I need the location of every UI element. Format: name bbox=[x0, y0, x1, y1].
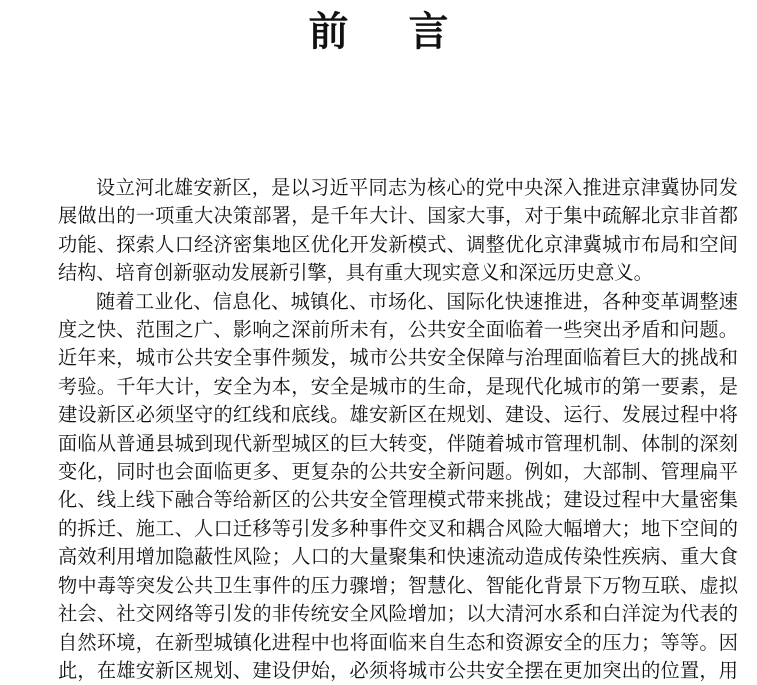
paragraph: 随着工业化、信息化、城镇化、市场化、国际化快速推进，各种变革调整速度之快、范围之广、影响之深前所未有，公共安全面临着一些突出矛盾和问题。近年来，城市公共安全事件频发，城市公共安全保障与治理面临着巨大的挑战和考验。千年大计，安全为本，安全是城市的生命，是现代化城市的第一要素，是建设新区必须坚守的红线和底线。雄安新区在规划、建设、运行、发展过程中将面临从普通县城到现代新型城区的巨大转变，伴随着城市管理机制、体制的深刻变化，同时也会面临更多、更复杂的公共安全新问题。例如，大部制、管理扁平化、线上线下融合等给新区的公共安全管理模式带来挑战；建设过程中大量密集的拆迁、施工、人口迁移等引发多种事件交叉和耦合风险大幅增大；地下空间的高效利用增加隐蔽性风险；人口的大量聚集和快速流动造成传染性疾病、重大食物中毒等突发公共卫生事件的压力骤增；智慧化、智能化背景下万物互联、虚拟社会、社交网络等引发的非传统安全风险增加；以大清河水系和白洋淀为代表的自然环境，在新型城镇化进程中也将面临来自生态和资源安全的压力；等等。因此，在雄安新区规划、建设伊始，必须将城市公共安全摆在更加突出的位置，用 bbox=[58, 289, 738, 682]
paragraph: 设立河北雄安新区，是以习近平同志为核心的党中央深入推进京津冀协同发展做出的一项重大决策部署，是千年大计、国家大事，对于集中疏解北京非首都功能、探索人口经济密集地区优化开发新模式、调整优化京津冀城市布局和空间结构、培育创新驱动发展新引擎，具有重大现实意义和深远历史意义。 bbox=[58, 176, 738, 285]
preface-body bbox=[58, 174, 738, 685]
page-title: 前言 bbox=[308, 9, 509, 55]
